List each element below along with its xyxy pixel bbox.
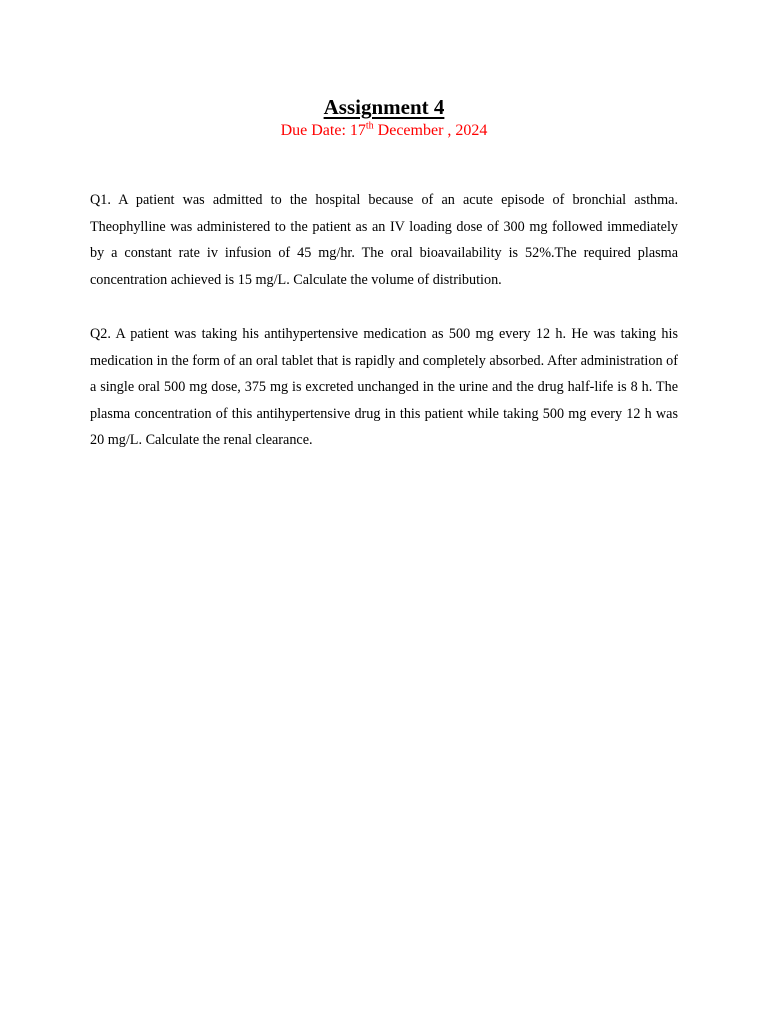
assignment-title [0,94,768,120]
assignment-title-text: Assignment 4 [323,95,445,119]
question-2: Q2. A patient was taking his antihypertensive medication as 500 mg every 12 h. He was taking his medication in the form of an oral tablet that is rapidly and completely absorbed. After administration of a single oral 500 mg dose, 375 mg is excreted unchanged in the urine and the drug half-life is 8 h. The plasma concentration of this antihypertensive drug in this patient while taking 500 mg every 12 h was 20 mg/L. Calculate the renal clearance. [90,326,678,449]
due-date-ordinal-suffix: th [365,120,374,132]
due-date-prefix: Due Date: 17 [280,122,366,139]
due-date [0,121,768,141]
question-1: Q1. A patient was admitted to the hospital because of an acute episode of bronchial asthma. Theophylline was administered to the patient as an IV loading dose of 300 mg followed immediately by a constant rate iv infusion of 45 mg/hr. The oral bioavailability is 52%.The required plasma concentration achieved is 15 mg/L. Calculate the volume of distribution. [90,192,678,288]
due-date-month-year: December , 2024 [373,122,488,139]
